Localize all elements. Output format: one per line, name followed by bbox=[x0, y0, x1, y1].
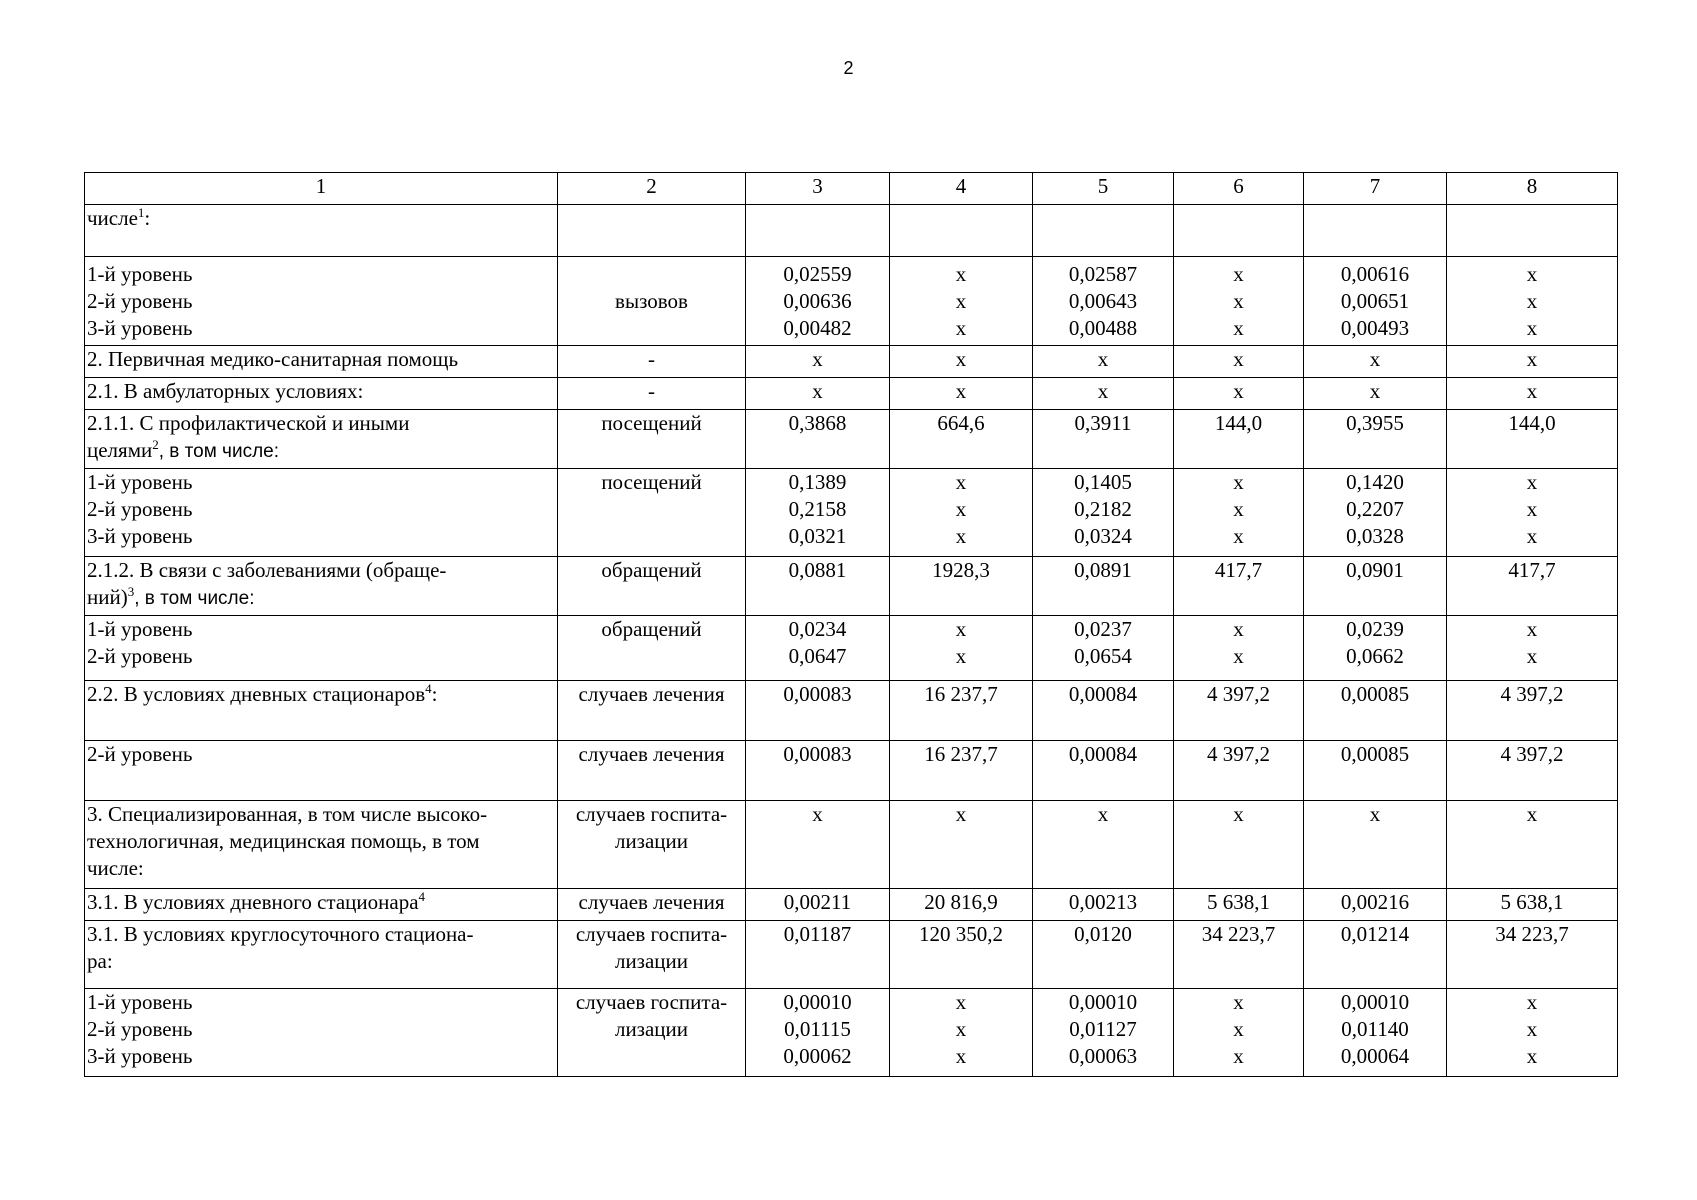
unit-cell: случаев лечения bbox=[558, 681, 746, 741]
value-cell: х bbox=[1174, 346, 1304, 378]
value-cell: 0,01214 bbox=[1304, 921, 1447, 989]
value-cell: х bbox=[746, 378, 890, 410]
row-label: 3. Специализированная, в том числе высоко- технологичная, медицинская помощь, в том числе: bbox=[85, 801, 558, 889]
header-row bbox=[85, 173, 1618, 205]
value-cell: 0,00085 bbox=[1304, 681, 1447, 741]
value-cell: 0,0120 bbox=[1033, 921, 1174, 989]
table-row bbox=[85, 616, 1618, 681]
table-row bbox=[85, 989, 1618, 1077]
value-cell: х х х bbox=[1447, 989, 1618, 1077]
row-label: 1-й уровень 2-й уровень 3-й уровень bbox=[85, 257, 558, 346]
value-cell: 0,0237 0,0654 bbox=[1033, 616, 1174, 681]
row-label: 1-й уровень 2-й уровень 3-й уровень bbox=[85, 469, 558, 557]
value-cell: х bbox=[890, 346, 1033, 378]
value-cell: 4 397,2 bbox=[1447, 681, 1618, 741]
unit-cell: посещений bbox=[558, 469, 746, 557]
value-cell: 0,1389 0,2158 0,0321 bbox=[746, 469, 890, 557]
row-label: 3.1. В условиях круглосуточного стациона- ра: bbox=[85, 921, 558, 989]
header-col-1: 1 bbox=[85, 173, 558, 205]
value-cell: х bbox=[1033, 346, 1174, 378]
value-cell: 5 638,1 bbox=[1447, 889, 1618, 921]
value-cell: 0,02559 0,00636 0,00482 bbox=[746, 257, 890, 346]
value-cell: 34 223,7 bbox=[1447, 921, 1618, 989]
value-cell: х bbox=[746, 346, 890, 378]
value-cell: х bbox=[1304, 346, 1447, 378]
value-cell: х bbox=[1033, 801, 1174, 889]
value-cell: 417,7 bbox=[1174, 557, 1304, 616]
unit-cell: - bbox=[558, 346, 746, 378]
row-label: 2.1.1. С профилактической и иными целями$^2$, в том числе: bbox=[85, 410, 558, 469]
row-label: 1-й уровень 2-й уровень 3-й уровень bbox=[85, 989, 558, 1077]
value-cell: 0,00213 bbox=[1033, 889, 1174, 921]
value-cell: 144,0 bbox=[1447, 410, 1618, 469]
value-cell: х bbox=[1447, 801, 1618, 889]
value-cell: х х х bbox=[1174, 257, 1304, 346]
value-cell: х bbox=[1174, 378, 1304, 410]
value-cell: х х bbox=[1447, 616, 1618, 681]
table-row bbox=[85, 410, 1618, 469]
table-row bbox=[85, 378, 1618, 410]
unit-cell: вызовов bbox=[558, 257, 746, 346]
value-cell: х х bbox=[890, 616, 1033, 681]
value-cell: 0,1420 0,2207 0,0328 bbox=[1304, 469, 1447, 557]
row-label: 2.1. В амбулаторных условиях: bbox=[85, 378, 558, 410]
table-row bbox=[85, 469, 1618, 557]
value-cell: 0,3955 bbox=[1304, 410, 1447, 469]
table-row bbox=[85, 346, 1618, 378]
table-row bbox=[85, 205, 1618, 257]
value-cell: х bbox=[1174, 801, 1304, 889]
value-cell: 4 397,2 bbox=[1174, 741, 1304, 801]
value-cell: 0,02587 0,00643 0,00488 bbox=[1033, 257, 1174, 346]
unit-cell: посещений bbox=[558, 410, 746, 469]
value-cell: х х х bbox=[1447, 469, 1618, 557]
value-cell: 144,0 bbox=[1174, 410, 1304, 469]
value-cell: 0,00083 bbox=[746, 681, 890, 741]
header-col-6: 6 bbox=[1174, 173, 1304, 205]
value-cell: 0,0234 0,0647 bbox=[746, 616, 890, 681]
header-col-7: 7 bbox=[1304, 173, 1447, 205]
value-cell: 0,0881 bbox=[746, 557, 890, 616]
value-cell: х х х bbox=[890, 469, 1033, 557]
table-row bbox=[85, 257, 1618, 346]
value-cell: х bbox=[1447, 378, 1618, 410]
row-label: числе$^1$: bbox=[85, 205, 558, 257]
value-cell: 120 350,2 bbox=[890, 921, 1033, 989]
table-row bbox=[85, 889, 1618, 921]
value-cell: х х х bbox=[890, 257, 1033, 346]
row-label: 1-й уровень 2-й уровень bbox=[85, 616, 558, 681]
header-col-4: 4 bbox=[890, 173, 1033, 205]
value-cell: 5 638,1 bbox=[1174, 889, 1304, 921]
value-cell: 16 237,7 bbox=[890, 741, 1033, 801]
value-cell: 0,00211 bbox=[746, 889, 890, 921]
value-cell: х х х bbox=[1174, 989, 1304, 1077]
value-cell: х х bbox=[1174, 616, 1304, 681]
value-cell: 0,3911 bbox=[1033, 410, 1174, 469]
value-cell: 0,01187 bbox=[746, 921, 890, 989]
unit-cell: - bbox=[558, 378, 746, 410]
row-label: 2.1.2. В связи с заболеваниями (обраще- ний)$^3$, в том числе: bbox=[85, 557, 558, 616]
value-cell: 0,0901 bbox=[1304, 557, 1447, 616]
value-cell: 1928,3 bbox=[890, 557, 1033, 616]
value-cell: х х х bbox=[1447, 257, 1618, 346]
value-cell: 0,1405 0,2182 0,0324 bbox=[1033, 469, 1174, 557]
value-cell: х bbox=[1033, 378, 1174, 410]
value-cell: 34 223,7 bbox=[1174, 921, 1304, 989]
value-cell: х bbox=[746, 801, 890, 889]
table-row bbox=[85, 741, 1618, 801]
table-row bbox=[85, 801, 1618, 889]
value-cell: 0,0891 bbox=[1033, 557, 1174, 616]
unit-cell: случаев лечения bbox=[558, 889, 746, 921]
value-cell: х bbox=[1304, 378, 1447, 410]
value-cell: х bbox=[890, 378, 1033, 410]
value-cell: 417,7 bbox=[1447, 557, 1618, 616]
value-cell: 0,3868 bbox=[746, 410, 890, 469]
page-number: 2 bbox=[843, 58, 854, 78]
unit-cell: обращений bbox=[558, 557, 746, 616]
value-cell: 0,00085 bbox=[1304, 741, 1447, 801]
header-col-2: 2 bbox=[558, 173, 746, 205]
value-cell: 16 237,7 bbox=[890, 681, 1033, 741]
value-cell: 0,00084 bbox=[1033, 741, 1174, 801]
value-cell: 664,6 bbox=[890, 410, 1033, 469]
medical-care-volume-table bbox=[84, 172, 1618, 1077]
value-cell: х х х bbox=[1174, 469, 1304, 557]
value-cell: 0,00010 0,01140 0,00064 bbox=[1304, 989, 1447, 1077]
row-label: 2. Первичная медико-санитарная помощь bbox=[85, 346, 558, 378]
table-row bbox=[85, 557, 1618, 616]
unit-cell: случаев лечения bbox=[558, 741, 746, 801]
row-label: 3.1. В условиях дневного стационара$^4$ bbox=[85, 889, 558, 921]
unit-cell: случаев госпита- лизации bbox=[558, 801, 746, 889]
value-cell: х х х bbox=[890, 989, 1033, 1077]
value-cell: 20 816,9 bbox=[890, 889, 1033, 921]
table-row bbox=[85, 681, 1618, 741]
unit-cell: случаев госпита- лизации bbox=[558, 989, 746, 1077]
header-col-3: 3 bbox=[746, 173, 890, 205]
table-row bbox=[85, 921, 1618, 989]
value-cell: 4 397,2 bbox=[1174, 681, 1304, 741]
value-cell: х bbox=[1304, 801, 1447, 889]
value-cell: х bbox=[1447, 346, 1618, 378]
unit-cell: случаев госпита- лизации bbox=[558, 921, 746, 989]
unit-cell: обращений bbox=[558, 616, 746, 681]
value-cell: 0,00010 0,01127 0,00063 bbox=[1033, 989, 1174, 1077]
value-cell: х bbox=[890, 801, 1033, 889]
value-cell: 0,00616 0,00651 0,00493 bbox=[1304, 257, 1447, 346]
value-cell: 0,00216 bbox=[1304, 889, 1447, 921]
value-cell: 0,00083 bbox=[746, 741, 890, 801]
value-cell: 0,00010 0,01115 0,00062 bbox=[746, 989, 890, 1077]
value-cell: 4 397,2 bbox=[1447, 741, 1618, 801]
row-label: 2-й уровень bbox=[85, 741, 558, 801]
value-cell: 0,0239 0,0662 bbox=[1304, 616, 1447, 681]
header-col-5: 5 bbox=[1033, 173, 1174, 205]
value-cell: 0,00084 bbox=[1033, 681, 1174, 741]
header-col-8: 8 bbox=[1447, 173, 1618, 205]
row-label: 2.2. В условиях дневных стационаров$^4$: bbox=[85, 681, 558, 741]
